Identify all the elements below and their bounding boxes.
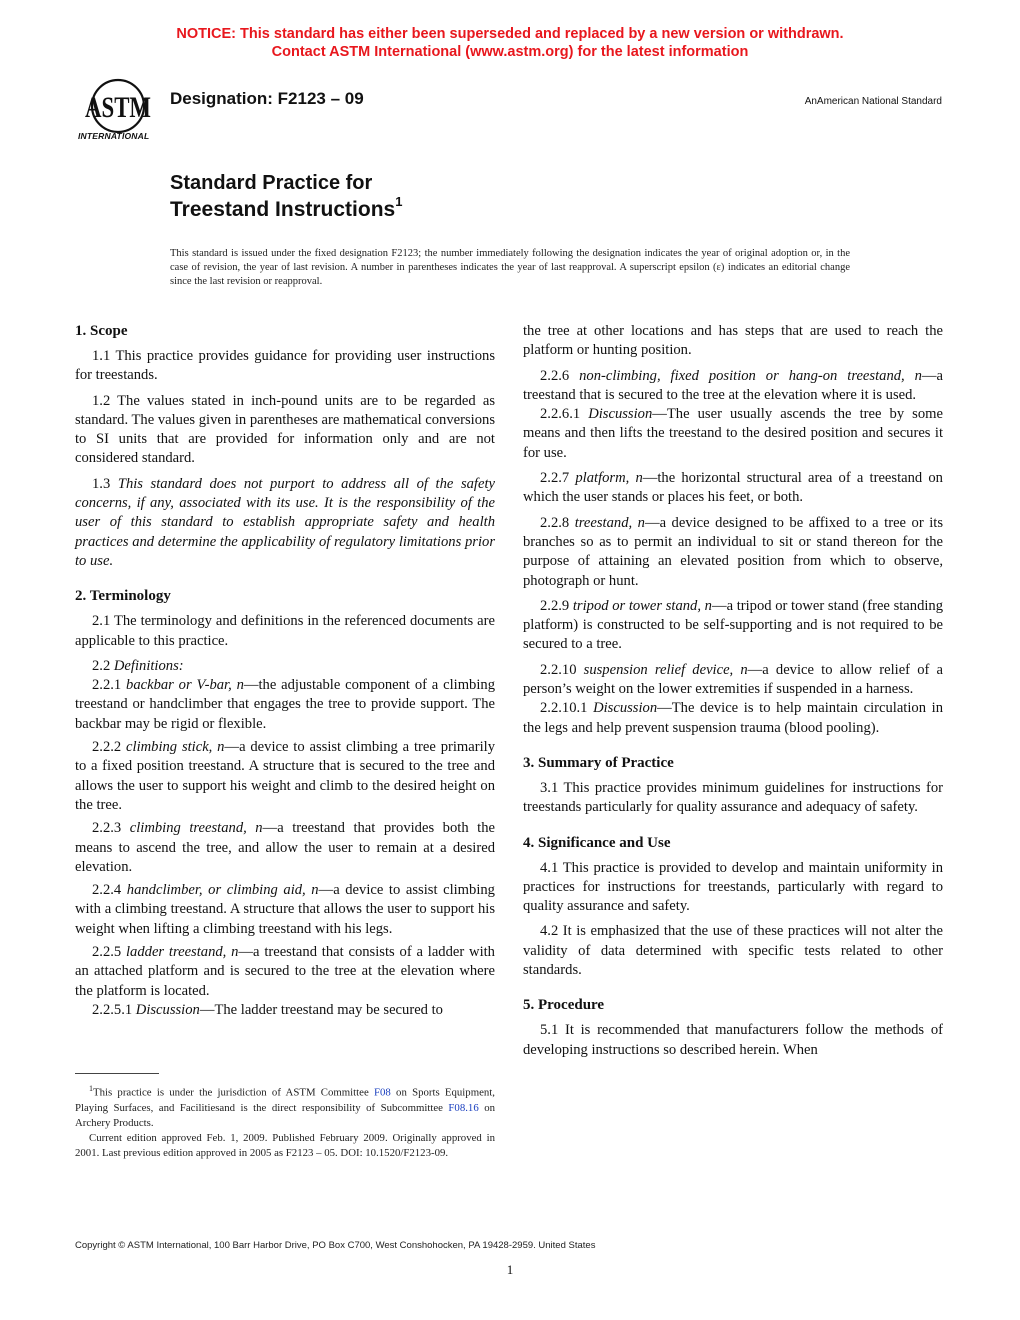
title-line-2: [170, 196, 402, 222]
discussion-non-climbing-treestand: [523, 405, 943, 463]
definition-climbing-stick: [75, 738, 495, 815]
paragraph-4-2: 4.2 It is emphasized that the use of these practices will not alter the validity of data determined with specific tests related to other standards.: [523, 923, 943, 979]
footnote-1: [75, 1081, 495, 1131]
withdrawal-notice: [0, 25, 1020, 61]
american-national-standard-label: AnAmerican National Standard: [804, 96, 942, 107]
logo-letters: ASTM: [85, 91, 151, 124]
term: backbar or V-bar, n: [126, 677, 244, 694]
designation: Designation: F2123 – 09: [170, 89, 364, 108]
footnote-divider: [75, 1073, 159, 1074]
paragraph-1-2: 1.2 The values stated in inch-pound units are to be regarded as standard. The values given in parentheses are mathematical conversions to SI units that are provided for information only and are not considered standard.: [75, 392, 495, 467]
definitions-label: Definitions:: [113, 657, 184, 674]
paragraph-4-1: 4.1 This practice is provided to develop and maintain uniformity in practices for instructions for treestands, particularly with regard to quality assurance and safety.: [523, 859, 943, 915]
term: Discussion: [588, 406, 653, 423]
definition-suspension-relief-device: [523, 661, 943, 700]
definition-text: —a device to allow relief of a person’s weight on the lower extremities if suspended in a harness.: [523, 661, 943, 698]
footnote-text: on Sports Equipment, Playing Surfaces, and Facilitiesand is the direct responsibility of Subcommittee: [75, 1086, 495, 1114]
definition-text: —The user usually ascends the tree by some means and then lifts the treestand to the desired position and secures it for use.: [523, 406, 943, 461]
term: tripod or tower stand, n: [572, 597, 712, 614]
definition-text: —a device designed to be affixed to a tree or its branches so as to permit an individual to sit or stand thereon for the purpose of attaining an elevated position from which to observe, photograph or hunt.: [523, 514, 944, 589]
copyright-line: Copyright © ASTM International, 100 Barr Harbor Drive, PO Box C700, West Conshohocken, PA 19428-2959. United States: [75, 1240, 596, 1251]
footnotes: [75, 1081, 495, 1161]
para-number: 2.2.10.1: [540, 700, 594, 717]
definition-text: —the horizontal structural area of a treestand on which the user stands or places his feet, or both.: [523, 470, 943, 506]
continued-text: the tree at other locations and has steps that are used to reach the platform or hunting position.: [523, 323, 943, 359]
page-number: 1: [506, 1262, 514, 1277]
paragraph-5-1: 5.1 It is recommended that manufacturers follow the methods of developing instructions so described herein. When: [523, 1022, 943, 1058]
para-number: 2.2.4: [92, 882, 127, 899]
title-line-1: Standard Practice for: [170, 172, 373, 194]
footnote-edition: Current edition approved Feb. 1, 2009. Published February 2009. Originally approved in 2001. Last previous edition approved in 2005 as F2123 – 05. DOI: 10.1520/F2123-09.: [75, 1131, 495, 1159]
term: climbing treestand, n: [129, 820, 263, 837]
paragraph-2-1: 2.1 The terminology and definitions in the referenced documents are applicable to this practice.: [75, 613, 495, 649]
definition-text: —the adjustable component of a climbing treestand or handclimber that engages the tree to provide support. The backbar may be rigid or flexible.: [75, 677, 495, 732]
paragraph-1-1: 1.1 This practice provides guidance for providing user instructions for treestands.: [75, 348, 495, 384]
definition-tripod-stand: [523, 597, 943, 655]
term: climbing stick, n: [126, 739, 225, 756]
left-column: [75, 322, 495, 1020]
footnote-mark: 1: [89, 1084, 93, 1093]
logo-wordmark: INTERNATIONAL: [78, 131, 150, 141]
section-heading-significance: 4. Significance and Use: [523, 834, 671, 851]
definition-treestand: [523, 514, 943, 591]
notice-line-1: NOTICE: This standard has either been superseded and replaced by a new version or withdrawn.: [176, 26, 844, 42]
footnote-text: on Archery Products.: [75, 1101, 495, 1129]
committee-link-f08[interactable]: F08: [374, 1086, 391, 1099]
section-heading-procedure: 5. Procedure: [523, 997, 605, 1014]
para-number: 2.2.5.1: [92, 1001, 136, 1018]
paragraph-3-1: 3.1 This practice provides minimum guidelines for instructions for treestands particularly for quality assurance and adequacy of safety.: [523, 779, 943, 816]
title-footnote-mark: 1: [395, 194, 403, 209]
definition-non-climbing-treestand: [523, 367, 943, 406]
term: Discussion: [135, 1001, 200, 1018]
para-number: 2.2.10: [540, 661, 584, 678]
definition-text: —The device is to help maintain circulation in the legs and help prevent suspension trauma (blood pooling).: [523, 700, 944, 736]
discussion-suspension-relief-device: [523, 699, 943, 738]
footnote-text: This practice is under the jurisdiction of ASTM Committee: [93, 1086, 374, 1099]
para-number: 2.2.6.1: [540, 406, 589, 423]
para-number: 2.2.7: [540, 470, 576, 487]
definition-text: —a treestand that consists of a ladder with an attached platform and is secured to the tree at the elevation where the platform is located.: [75, 944, 495, 999]
para-number: 2.2.9: [540, 597, 573, 614]
term: platform, n: [575, 470, 643, 487]
safety-caveat: This standard does not purport to address all of the safety concerns, if any, associated with its use. It is the responsibility of the user of this standard to establish appropriate safety and health practices and determine the applicability of regulatory limitations prior to use.: [75, 475, 495, 569]
para-number: 1.3: [92, 475, 118, 492]
definition-ladder-treestand: [75, 943, 495, 1001]
definition-text: —a tripod or tower stand (free standing platform) is constructed to be self-supporting and is not required to be secured to a tree.: [523, 597, 944, 653]
term: ladder treestand, n: [126, 944, 239, 961]
para-number: 2.2.8: [540, 514, 575, 531]
para-number: 2.2.1: [92, 677, 127, 694]
notice-line-2: Contact ASTM International (www.astm.org) for the latest information: [271, 44, 749, 60]
para-number: 2.2: [92, 657, 114, 674]
term: suspension relief device, n: [583, 661, 748, 678]
definition-platform: [523, 469, 943, 508]
para-number: 2.2.5: [92, 944, 126, 961]
definition-text: —a device to assist climbing with a climbing treestand. A structure that allows the user to support his weight when lifting a climbing treestand with his legs.: [75, 882, 495, 937]
title-text: Treestand Instructions: [170, 198, 396, 221]
definition-text: —The ladder treestand may be secured to: [199, 1001, 443, 1018]
paragraph-1-3: [75, 475, 495, 571]
subcommittee-link-f08-16[interactable]: F08.16: [448, 1101, 479, 1114]
standard-issuance-note: This standard is issued under the fixed designation F2123; the number immediately following the designation indicates the year of original adoption or, in the case of revision, the year of last revision. A number in parentheses indicates the year of last reapproval. A superscript epsilon (ε) indicates an editorial change since the last revision or reapproval.: [170, 248, 850, 288]
para-number: 2.2.3: [92, 820, 130, 837]
term: treestand, n: [574, 514, 645, 531]
definition-handclimber: [75, 881, 495, 939]
definition-text: —a device to assist climbing a tree primarily to a fixed position treestand. A structure that is secured to the tree and allows the user to support his weight and climb to the desired height on the tree.: [75, 739, 495, 813]
definition-backbar: [75, 676, 495, 734]
discussion-ladder-treestand: [75, 1001, 495, 1020]
term: non-climbing, fixed position or hang-on treestand, n: [579, 367, 922, 384]
right-column: [523, 322, 943, 1060]
para-number: 2.2.6: [540, 367, 580, 384]
definition-text: —a treestand that provides both the means to ascend the tree, and allow the user to remain at a desired elevation.: [75, 820, 495, 875]
term: handclimber, or climbing aid, n: [126, 882, 319, 899]
para-number: 2.2.2: [92, 739, 127, 756]
definition-climbing-treestand: [75, 819, 495, 877]
definition-text: —a treestand that is secured to the tree at the elevation where it is used.: [523, 367, 943, 403]
section-heading-summary: 3. Summary of Practice: [523, 754, 674, 771]
section-heading-terminology: 2. Terminology: [75, 588, 171, 605]
section-heading-scope: 1. Scope: [75, 323, 128, 339]
term: Discussion: [593, 700, 658, 717]
paragraph-2-2: [75, 657, 495, 676]
